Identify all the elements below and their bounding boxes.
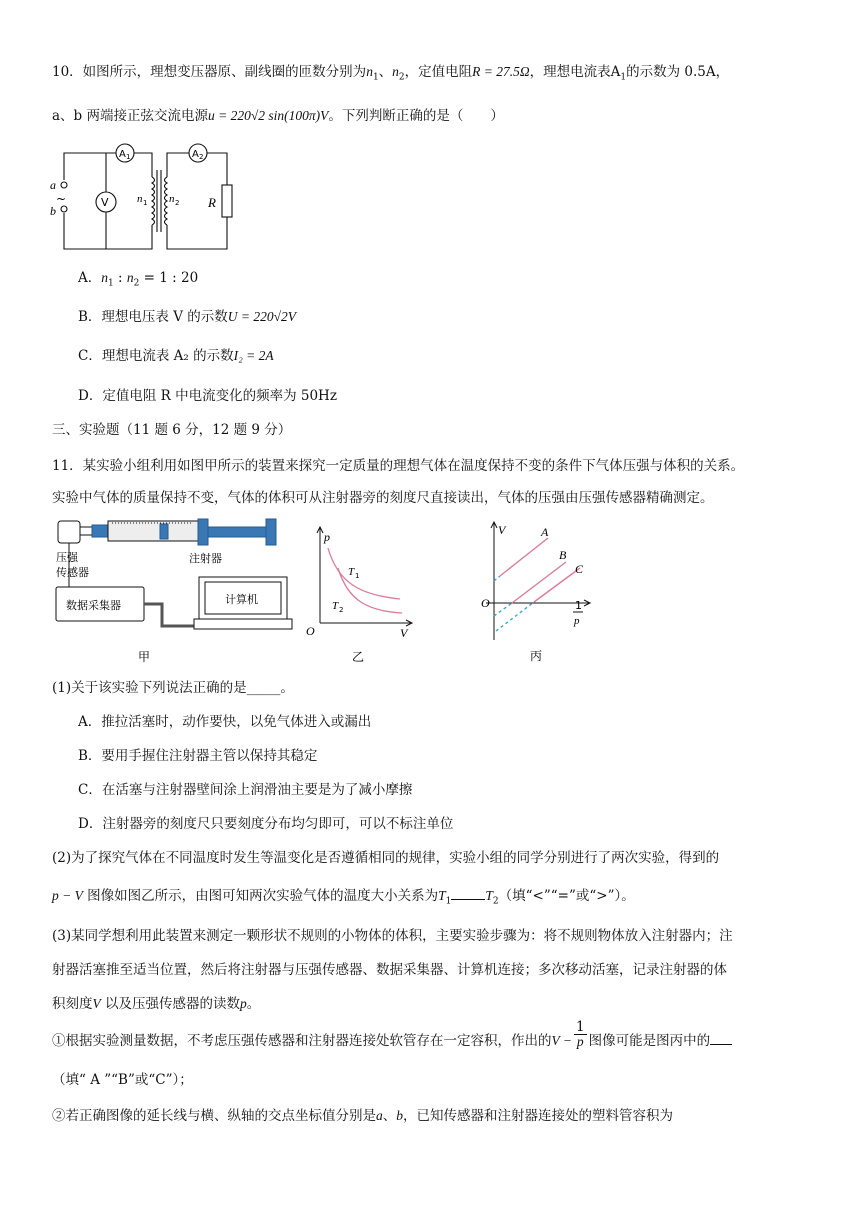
svg-text:2: 2 (175, 199, 180, 207)
svg-text:1: 1 (355, 572, 360, 580)
q11-part3-line2: 射器活塞推至适当位置，然后将注射器与压强传感器、数据采集器、计算机连接；多次移动活塞，记录注射器的体 (52, 962, 727, 978)
svg-text:V: V (498, 523, 506, 537)
svg-text:n: n (137, 193, 143, 205)
svg-text:甲: 甲 (138, 650, 151, 664)
svg-text:2: 2 (339, 606, 344, 614)
svg-text:计算机: 计算机 (225, 593, 258, 606)
svg-text:n: n (169, 193, 175, 205)
svg-text:C: C (575, 562, 584, 576)
q11-part1-option-a: A．推拉活塞时，动作要快，以免气体进入或漏出 (78, 714, 372, 730)
svg-text:~: ~ (56, 192, 67, 206)
svg-text:压强: 压强 (56, 551, 78, 564)
transformer-circuit (50, 140, 250, 255)
q11-part3-line3: 积刻度V 以及压强传感器的读数p。 (52, 996, 261, 1012)
svg-text:传感器: 传感器 (56, 566, 89, 579)
figure-jia-apparatus (52, 515, 292, 670)
q10-line2: a、b 两端接正弦交流电源u = 220√2 sin(100π)V。下列判断正确的是（ ） (52, 108, 504, 124)
q11-part1-option-b: B．要用手握住注射器主管以保持其稳定 (78, 748, 318, 764)
svg-text:p: p (574, 615, 580, 627)
q10-option-b: B．理想电压表 V 的示数U = 220√2V (78, 309, 297, 325)
q10-option-d: D．定值电阻 R 中电流变化的频率为 50Hz (78, 388, 337, 404)
svg-text:A: A (541, 525, 549, 539)
svg-text:1: 1 (143, 199, 148, 207)
svg-text:T: T (332, 600, 339, 612)
q11-part2-line1: (2)为了探究气体在不同温度时发生等温变化是否遵循相同的规律，实验小组的同学分别进行了两次实验，得到的 (52, 850, 720, 866)
q11-part3-c1: ①根据实验测量数据，不考虑压强传感器和注射器连接处软管存在一定容积，作出的V − $\frac{1}{p}$ 图像可能是图丙中的 (52, 1030, 820, 1051)
svg-text:1: 1 (126, 153, 131, 161)
svg-text:p: p (324, 530, 330, 544)
svg-text:T: T (348, 566, 355, 578)
q11-part3-line1: (3)某同学想利用此装置来测定一颗形状不规则的小物体的体积，主要实验步骤为：将不规则物体放入注射器内；注 (52, 928, 733, 944)
svg-text:数据采集器: 数据采集器 (66, 599, 121, 612)
svg-text:1: 1 (575, 599, 582, 612)
q10-option-a: A．$n_1$ : $n_2 = 1$ : 20 (78, 270, 199, 289)
figure-yi-pv-graph (300, 523, 420, 668)
svg-text:丙: 丙 (530, 649, 543, 663)
section-heading: 三、实验题（11 题 6 分，12 题 9 分） (52, 422, 292, 438)
q11-part2-line2: p − V 图像如图乙所示，由图可知两次实验气体的温度大小关系为$T_1$ $T_2$（填“<”“=”或“>”）。 (52, 885, 820, 912)
svg-text:乙: 乙 (352, 650, 365, 664)
q11-part3-c1-line2: （填“ A ”“B”或“C”）； (52, 1072, 193, 1088)
svg-text:V: V (101, 196, 109, 209)
svg-text:B: B (559, 548, 567, 562)
svg-text:2: 2 (199, 153, 204, 161)
svg-text:O: O (481, 596, 490, 610)
svg-text:V: V (400, 626, 408, 640)
q11-part1-option-d: D．注射器旁的刻度尺只要刻度分布均匀即可，可以不标注单位 (78, 816, 454, 832)
source-formula: u = 220√2 sin(100π)V (207, 108, 329, 123)
svg-text:注射器: 注射器 (189, 552, 222, 565)
svg-text:O: O (306, 624, 315, 638)
svg-text:A: A (119, 149, 126, 160)
q11-part3-c2: ②若正确图像的延长线与横、纵轴的交点坐标值分别是a、b，已知传感器和注射器连接处的塑料管容积为 (52, 1108, 673, 1124)
svg-text:b: b (50, 204, 56, 218)
q11-part1-option-c: C．在活塞与注射器壁间涂上润滑油主要是为了减小摩擦 (78, 782, 413, 798)
figure-bing-v-inv-p-graph (478, 518, 598, 668)
svg-text:a: a (50, 178, 56, 192)
svg-text:A: A (192, 149, 199, 160)
q11-intro-1: 11．某实验小组利用如图甲所示的装置来探究一定质量的理想气体在温度保持不变的条件下气体压强与体积的关系。 (52, 458, 745, 474)
svg-text:R: R (208, 195, 216, 210)
q11-intro-2: 实验中气体的质量保持不变，气体的体积可从注射器旁的刻度尺直接读出，气体的压强由压强传感器精确测定。 (52, 490, 714, 506)
q10-option-c: C．理想电流表 A₂ 的示数I₂ = 2A (78, 348, 274, 364)
q10-line1: 10．如图所示，理想变压器原、副线圈的匝数分别为$n_1$、$n_2$，定值电阻R = 27.5Ω，理想电流表$A_1$的示数为 0.5A， (52, 64, 730, 83)
q11-part1: (1)关于该实验下列说法正确的是_____。 (52, 680, 294, 696)
r-value: R = 27.5Ω (472, 64, 530, 79)
